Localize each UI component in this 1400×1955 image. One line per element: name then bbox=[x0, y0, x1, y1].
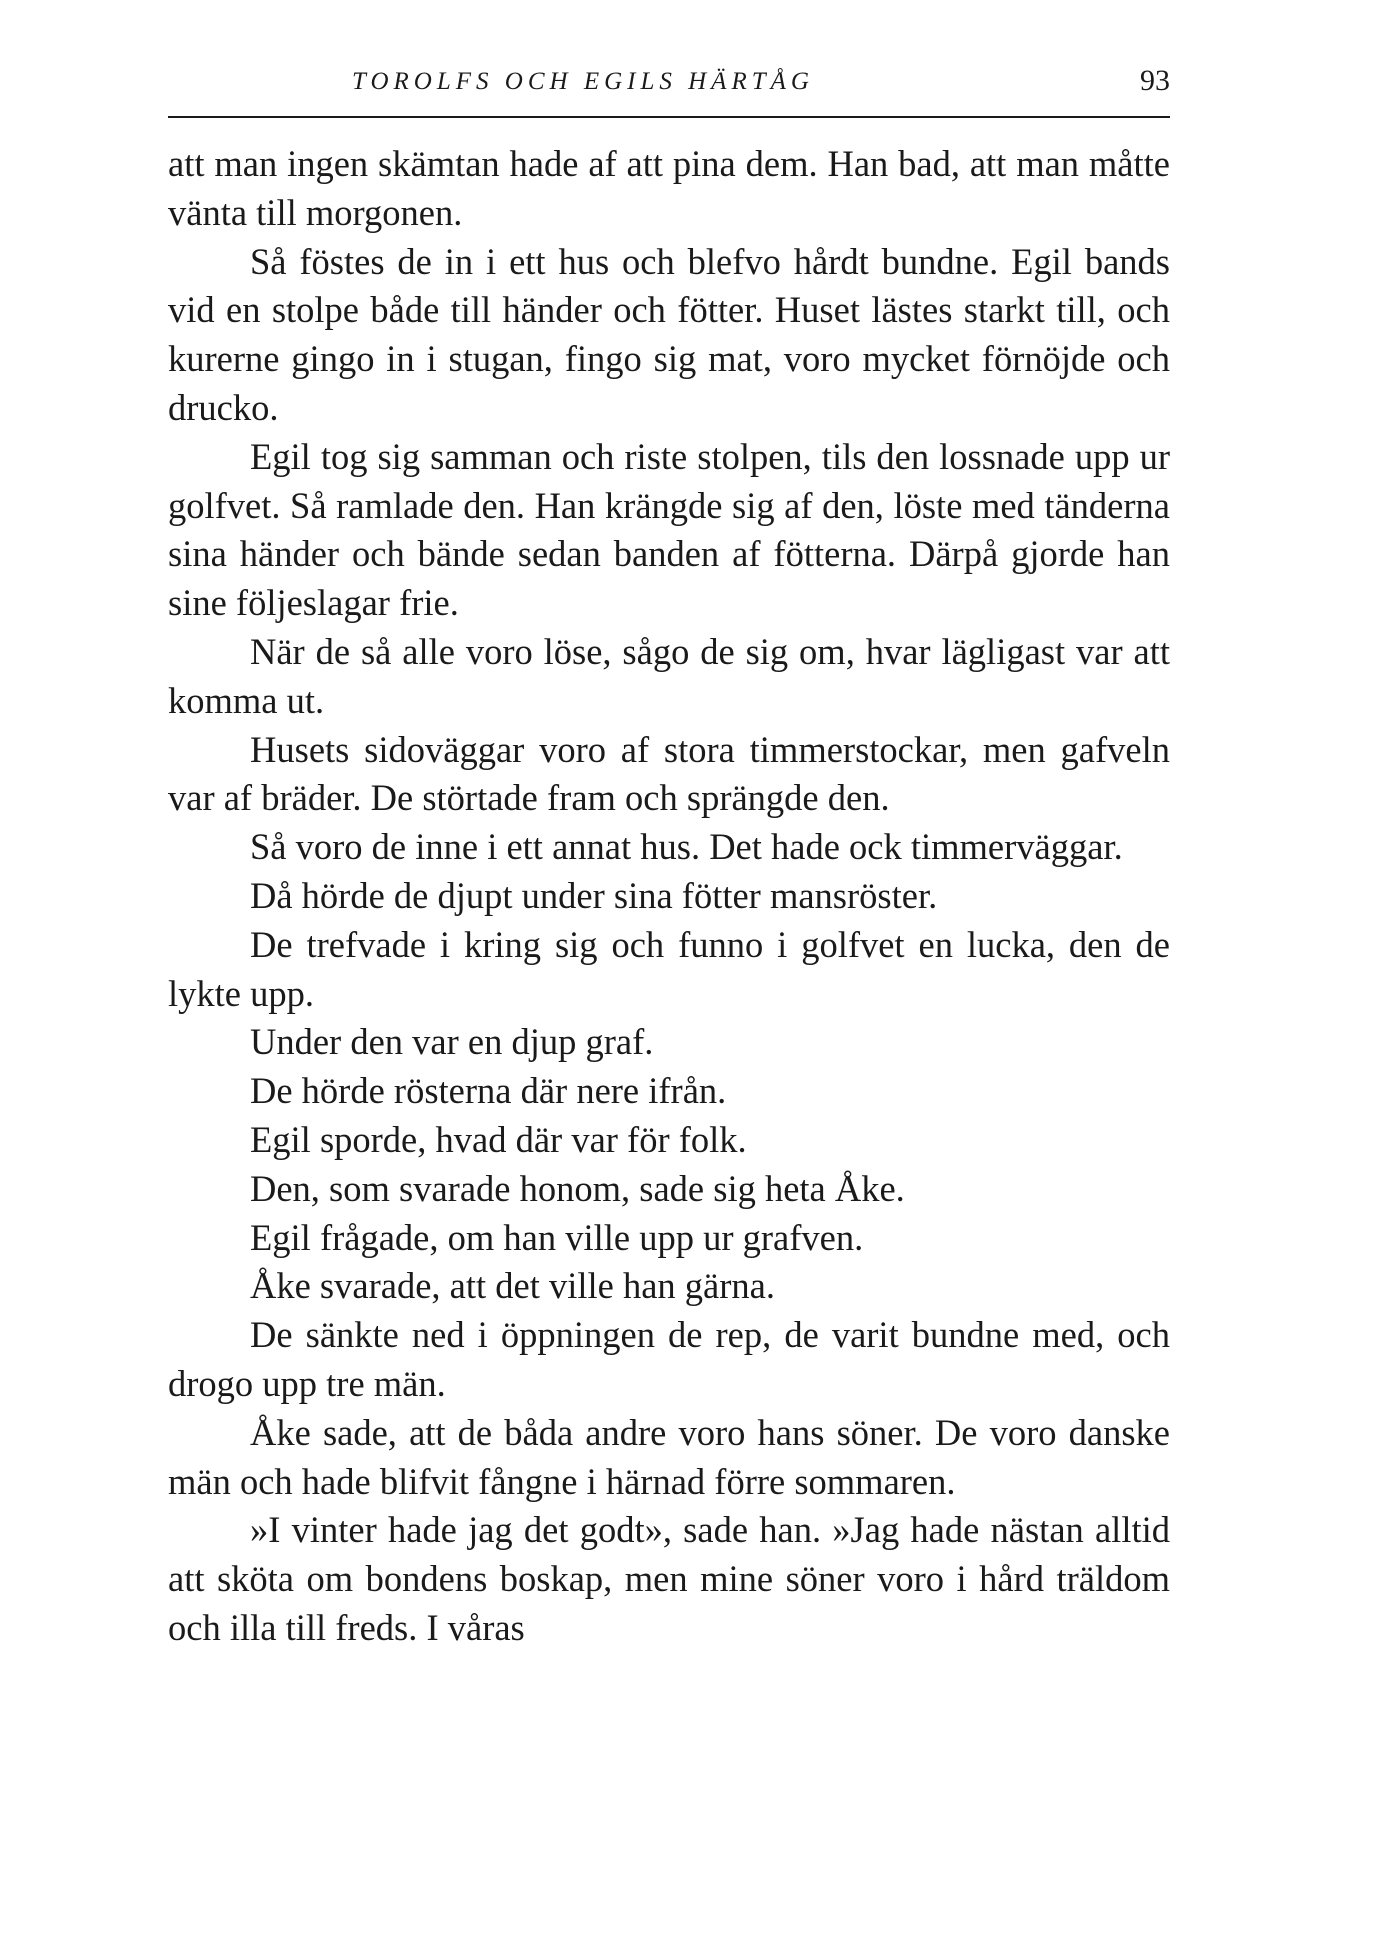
paragraph: De hörde rösterna där nere ifrån. bbox=[250, 1070, 727, 1112]
paragraph: Husets sidoväggar voro af stora timmerstockar, men gafveln var af bräder. De störtade fram och sprängde den. bbox=[168, 728, 1170, 819]
paragraph: Så voro de inne i ett annat hus. Det hade ock timmerväggar. bbox=[250, 826, 1123, 868]
body-text bbox=[168, 140, 1170, 1653]
running-head bbox=[168, 64, 1170, 104]
paragraph: Egil frågade, om han ville upp ur grafven. bbox=[250, 1216, 864, 1258]
paragraph: Egil tog sig samman och riste stolpen, tils den lossnade upp ur golfvet. Så ramlade den. Han krängde sig af den, löste med tänderna sina händer och bände sedan banden af fötterna. Därpå gjorde han sine följeslagar frie. bbox=[168, 435, 1170, 624]
paragraph: Egil sporde, hvad där var för folk. bbox=[250, 1118, 747, 1160]
paragraph: Under den var en djup graf. bbox=[250, 1021, 654, 1063]
paragraph: Åke sade, att de båda andre voro hans söner. De voro danske män och hade blifvit fångne i härnad förre sommaren. bbox=[168, 1411, 1170, 1502]
header-rule bbox=[168, 116, 1170, 118]
paragraph: De sänkte ned i öppningen de rep, de varit bundne med, och drogo upp tre män. bbox=[168, 1314, 1170, 1404]
paragraph: Då hörde de djupt under sina fötter mansröster. bbox=[250, 874, 938, 916]
paragraph: När de så alle voro löse, sågo de sig om, hvar lägligast var att komma ut. bbox=[168, 630, 1170, 721]
paragraph: De trefvade i kring sig och funno i golfvet en lucka, den de lykte upp. bbox=[168, 923, 1170, 1014]
paragraph: Så föstes de in i ett hus och blefvo hårdt bundne. Egil bands vid en stolpe både till händer och fötter. Huset lästes starkt till, och kurerne gingo in i stugan, fingo sig mat, voro mycket förnöjde och drucko. bbox=[168, 240, 1170, 428]
paragraph: »I vinter hade jag det godt», sade han. »Jag hade nästan alltid att sköta om bondens boskap, men mine söner voro i hård träldom och illa till freds. I våras bbox=[168, 1509, 1170, 1648]
paragraph: att man ingen skämtan hade af att pina dem. Han bad, att man måtte vänta till morgonen. bbox=[168, 143, 1170, 233]
paragraph: Åke svarade, att det ville han gärna. bbox=[250, 1265, 775, 1307]
page-number: 93 bbox=[1140, 64, 1170, 97]
paragraph: Den, som svarade honom, sade sig heta Åke. bbox=[250, 1167, 905, 1209]
running-title: TOROLFS OCH EGILS HÄRTÅG bbox=[352, 68, 814, 95]
